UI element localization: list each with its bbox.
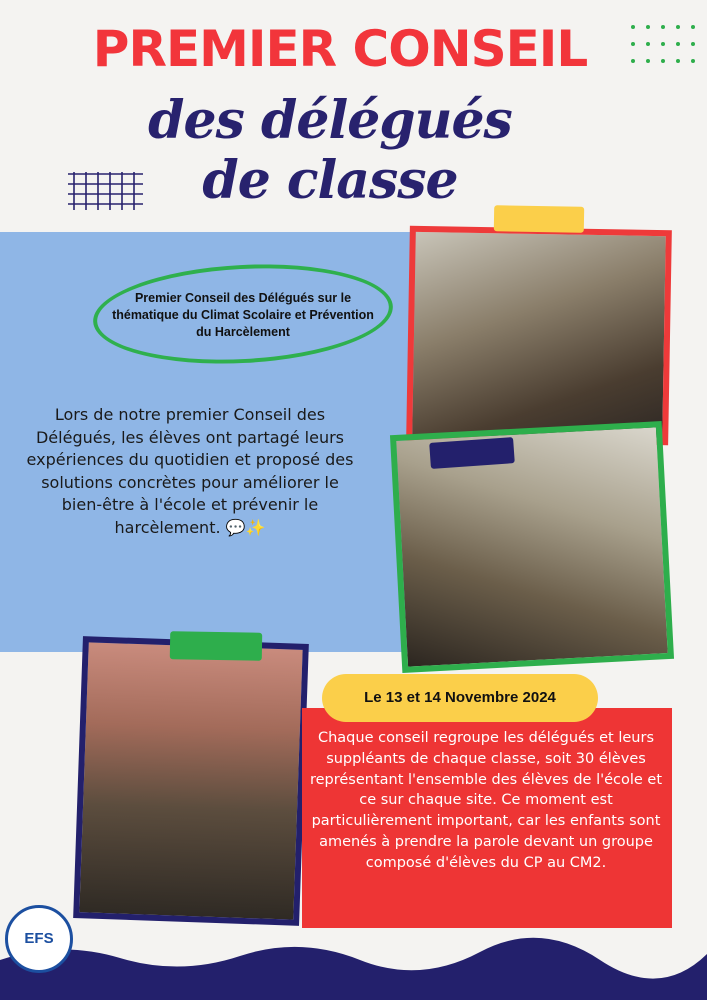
bottom-wave xyxy=(0,930,707,1000)
intro-paragraph: Lors de notre premier Conseil des Délégués, les élèves ont partagé leurs expériences du quotidien et proposé des solutions concrètes pour améliorer le bien-être à l'école et prévenir le harcèlement. 💬✨ xyxy=(26,405,354,537)
photo-classroom-1 xyxy=(406,226,672,446)
title-line-3: de classe xyxy=(202,150,458,211)
grid-decoration xyxy=(68,172,143,210)
logo-text: EFS xyxy=(24,930,54,947)
event-description: Chaque conseil regroupe les délégués et leurs suppléants de chaque classe, soit 30 élèves représentant l'ensemble des élèves de l'école et ce sur chaque site. Ce moment est particulièrement important, car les enfants sont amenés à prendre la parole devant un groupe composé d'élèves du CP au CM2. xyxy=(309,730,663,871)
photo-classroom-3 xyxy=(73,636,309,926)
title-line-1: PREMIER CONSEIL xyxy=(92,20,588,78)
title-line-2: des délégués xyxy=(148,90,512,151)
tape-green xyxy=(170,631,262,661)
callout-text: Premier Conseil des Délégués sur le thématique du Climat Scolaire et Prévention du Harcèlement xyxy=(112,291,374,339)
date-badge: Le 13 et 14 Novembre 2024 xyxy=(322,674,598,722)
school-logo xyxy=(5,905,73,973)
tape-yellow xyxy=(494,205,584,233)
